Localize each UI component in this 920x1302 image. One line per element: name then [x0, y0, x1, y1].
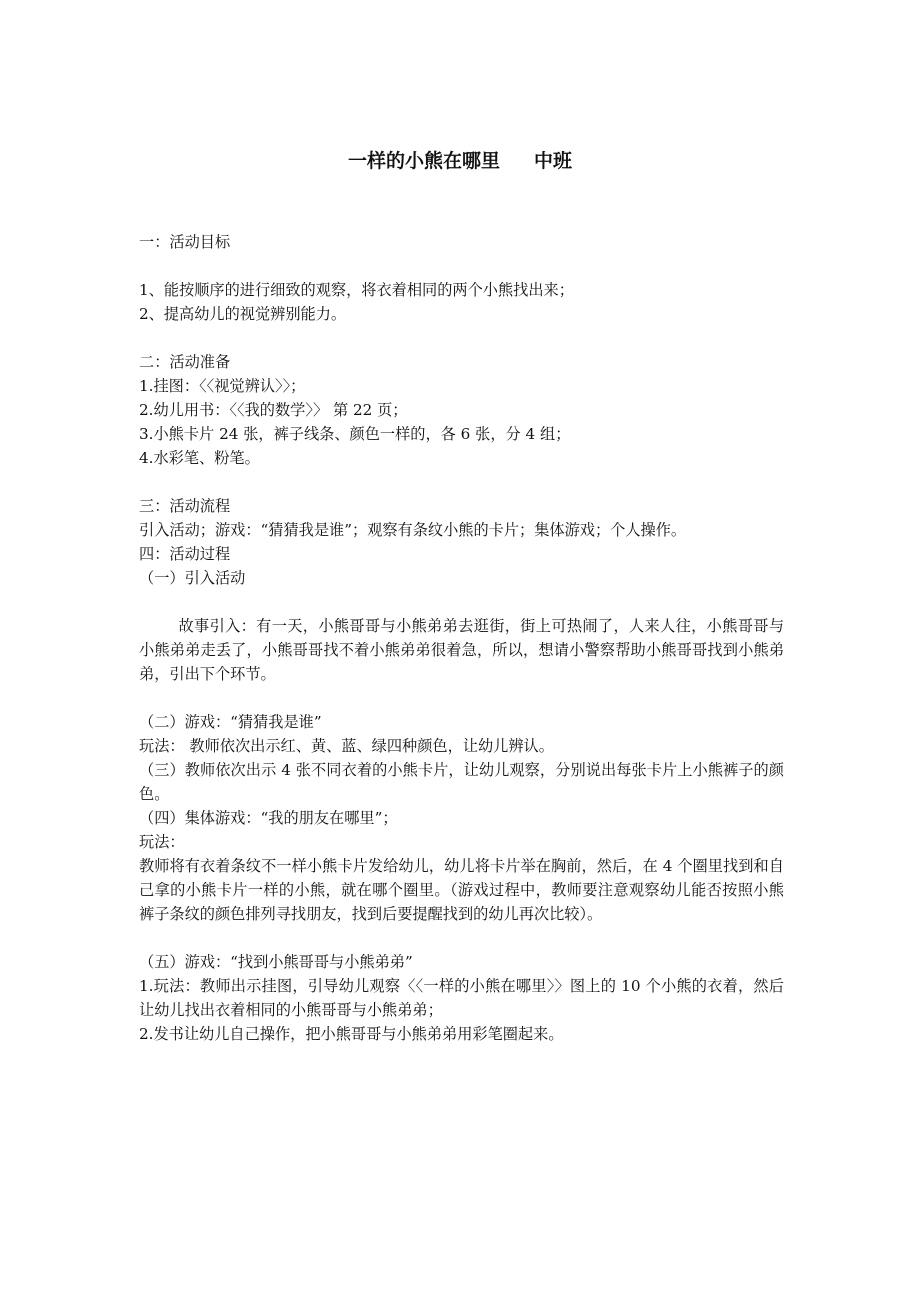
part4-text: 教师将有衣着条纹不一样小熊卡片发给幼儿，幼儿将卡片举在胸前，然后，在 4 个圈里找到和自己拿的小熊卡片一样的小熊，就在哪个圈里。（游戏过程中，教师要注意观察幼儿能否按照小熊裤子条纹的颜色排列寻找朋友，找到后要提醒找到的幼儿再次比较）。: [139, 857, 784, 923]
part2-text: 玩法： 教师依次出示红、黄、蓝、绿四种颜色，让幼儿辨认。: [139, 737, 554, 755]
part3-text: （三）教师依次出示 4 张不同衣着的小熊卡片，让幼儿观察，分别说出每张卡片上小熊裤子的颜色。: [139, 761, 784, 803]
prep-heading: 二：活动准备: [139, 353, 231, 371]
document-body: [139, 230, 784, 1046]
title-class: 中班: [534, 150, 573, 172]
flow-heading: 三：活动流程: [139, 497, 231, 515]
part4-heading: （四）集体游戏：“我的朋友在哪里”；: [139, 809, 398, 827]
part5-heading: （五）游戏：“找到小熊哥哥与小熊弟弟”: [139, 953, 413, 971]
part4-rule-label: 玩法：: [139, 833, 185, 851]
goal-item: 1、能按顺序的进行细致的观察，将衣着相同的两个小熊找出来；: [139, 281, 574, 299]
part5-item: 2.发书让幼儿自己操作，把小熊哥哥与小熊弟弟用彩笔圈起来。: [139, 1025, 564, 1043]
goals-heading: 一：活动目标: [139, 233, 231, 251]
part1-text: 故事引入：有一天，小熊哥哥与小熊弟弟去逛街，街上可热闹了，人来人往，小熊哥哥与小熊弟弟走丢了，小熊哥哥找不着小熊弟弟很着急，所以，想请小警察帮助小熊哥哥找到小熊弟弟，引出下个环节。: [139, 617, 784, 683]
prep-item: 2.幼儿用书：〈〈我的数学〉〉 第 22 页；: [139, 401, 408, 419]
prep-item: 1.挂图：〈〈视觉辨认〉〉；: [139, 377, 306, 395]
part5-item: 1.玩法：教师出示挂图，引导幼儿观察〈〈一样的小熊在哪里〉〉图上的 10 个小熊的衣着，然后让幼儿找出衣着相同的小熊哥哥与小熊弟弟；: [139, 977, 784, 1019]
part1-heading: （一）引入活动: [139, 569, 246, 587]
part2-heading: （二）游戏：“猜猜我是谁”: [139, 713, 322, 731]
flow-text: 引入活动；游戏：“猜猜我是谁”；观察有条纹小熊的卡片；集体游戏；个人操作。: [139, 521, 687, 539]
goal-item: 2、提高幼儿的视觉辨别能力。: [139, 305, 347, 323]
process-heading: 四：活动过程: [139, 545, 231, 563]
prep-item: 4.水彩笔、粉笔。: [139, 449, 260, 467]
title-main: 一样的小熊在哪里: [347, 150, 500, 172]
prep-item: 3.小熊卡片 24 张，裤子线条、颜色一样的，各 6 张，分 4 组；: [139, 425, 571, 443]
page-title: [0, 146, 920, 173]
